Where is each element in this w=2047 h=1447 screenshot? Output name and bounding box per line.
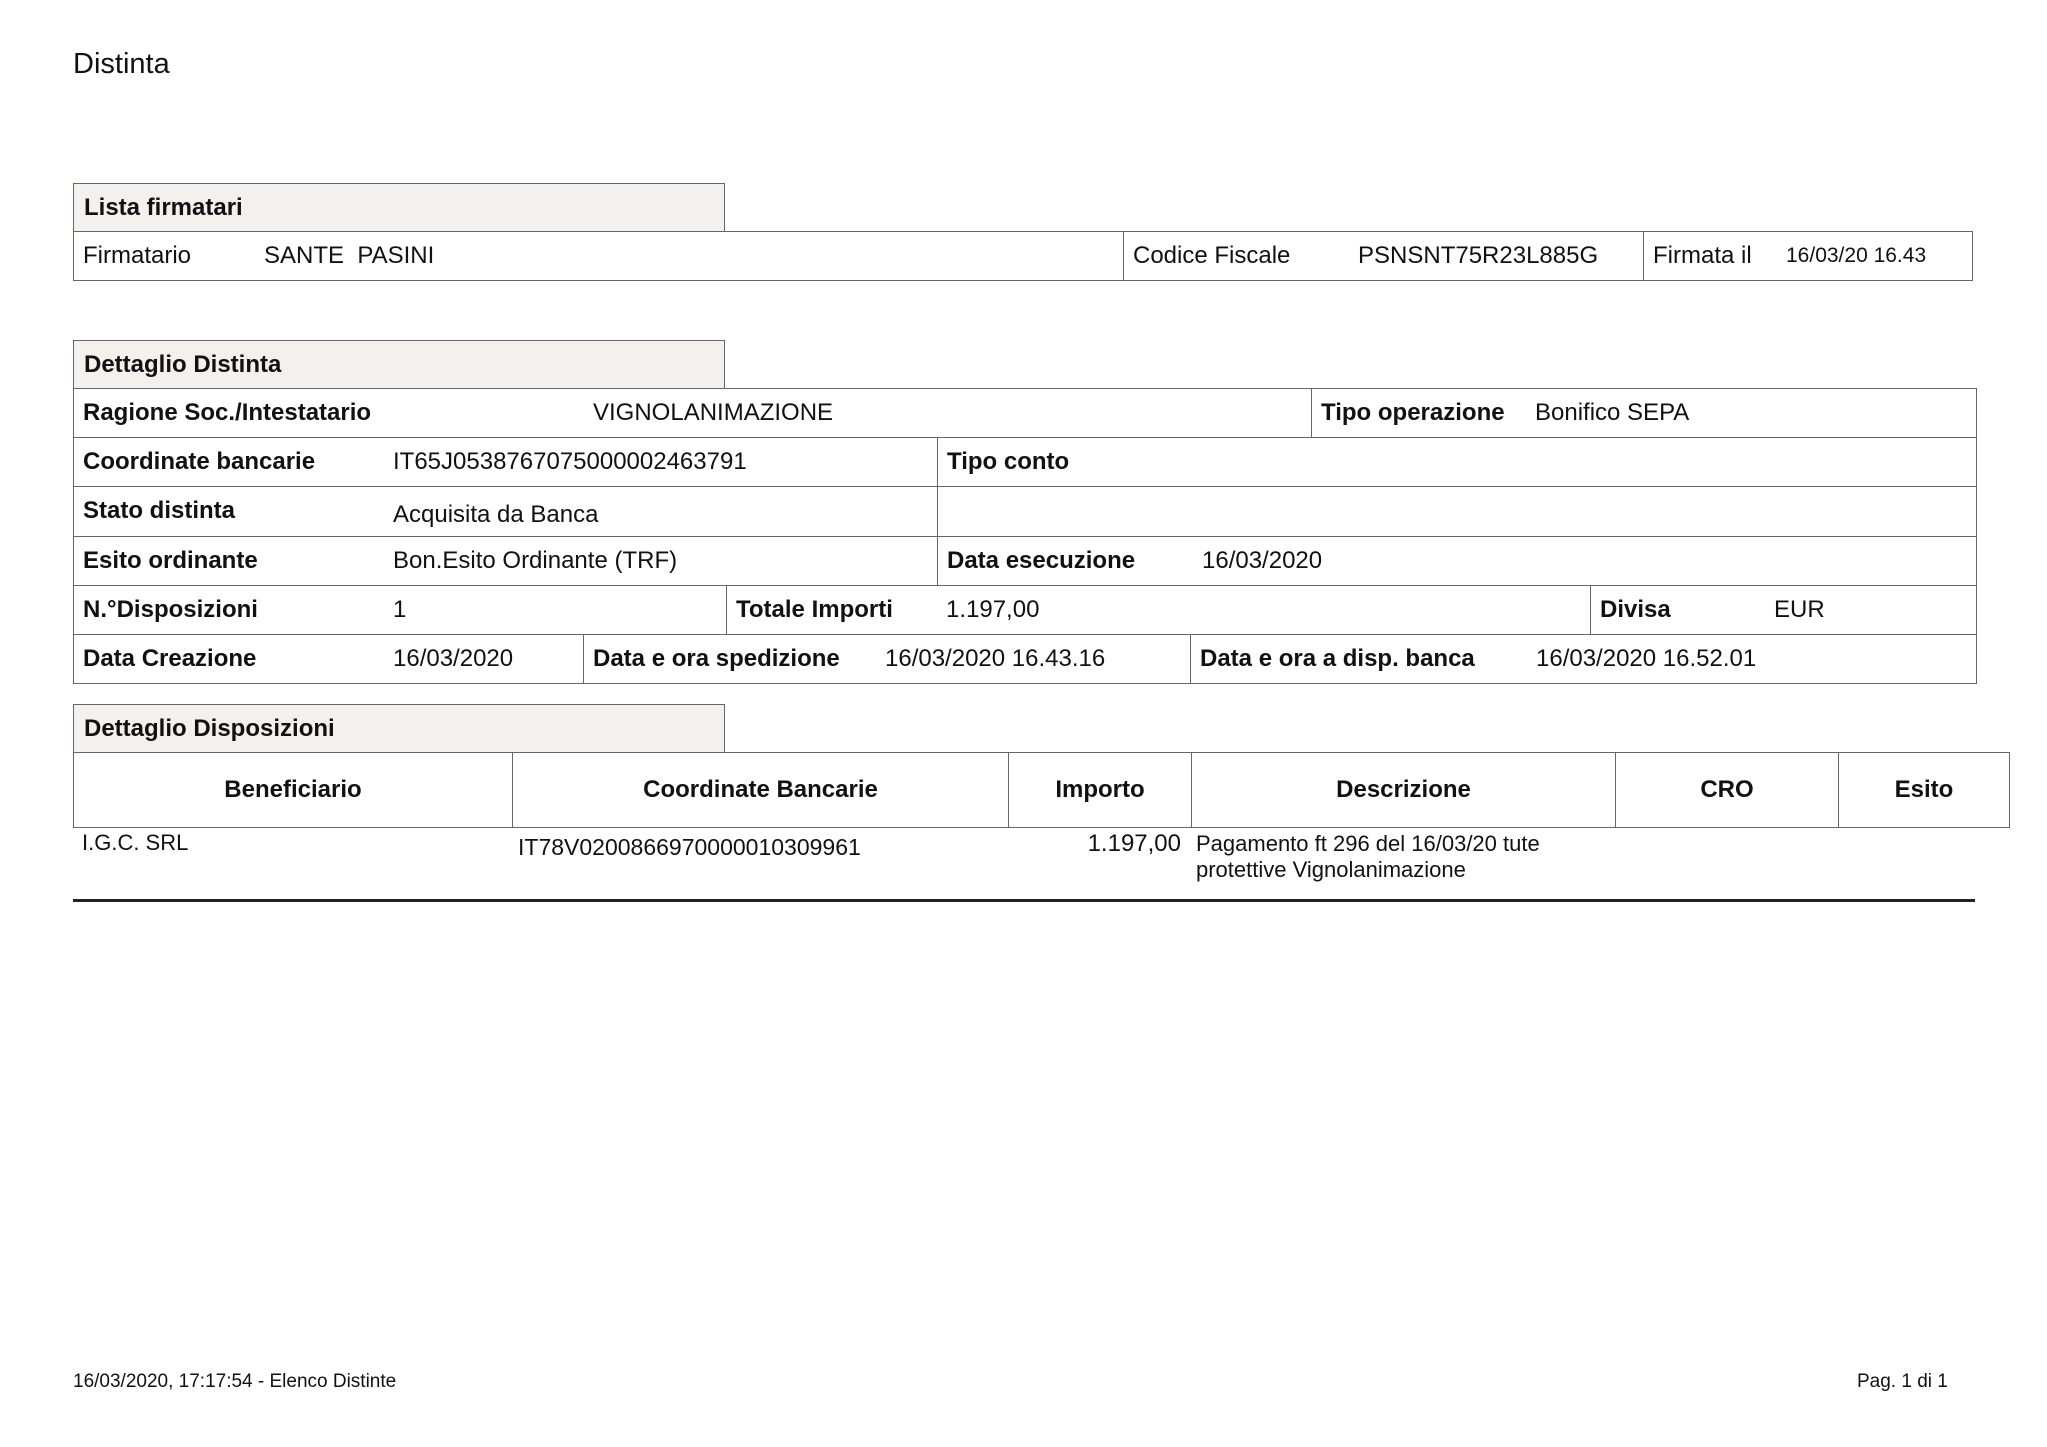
dettaglio-disposizioni-heading: Dettaglio Disposizioni xyxy=(73,704,725,752)
data-creazione-cell xyxy=(74,635,583,683)
tipo-operazione-label: Tipo operazione xyxy=(1321,399,1505,426)
firmatario-cell xyxy=(74,232,1123,280)
esito-row xyxy=(73,536,1977,586)
footer-timestamp: 16/03/2020, 17:17:54 - Elenco Distinte xyxy=(73,1371,397,1392)
data-banca-cell xyxy=(1190,635,1976,683)
row-beneficiario: I.G.C. SRL xyxy=(82,830,189,855)
column-header-cro: CRO xyxy=(1615,753,1838,827)
row-descrizione-line-2: protettive Vignolanimazione xyxy=(1196,857,1466,882)
stato-value: Acquisita da Banca xyxy=(393,501,599,528)
tipo-conto-cell xyxy=(937,438,1976,486)
stato-row xyxy=(73,486,1977,537)
disposizioni-row xyxy=(73,585,1977,635)
coordinate-label: Coordinate bancarie xyxy=(83,448,316,475)
table-bottom-rule xyxy=(73,899,1975,902)
tipo-operazione-value: Bonifico SEPA xyxy=(1535,399,1690,426)
data-esecuzione-cell xyxy=(937,537,1976,585)
row-descrizione-line-1: Pagamento ft 296 del 16/03/20 tute xyxy=(1196,831,1540,856)
firmata-il-label: Firmata il xyxy=(1653,242,1752,269)
stato-cell xyxy=(74,487,937,536)
coordinate-cell xyxy=(74,438,937,486)
firmata-il-value: 16/03/20 16.43 xyxy=(1786,244,1927,267)
column-header-coordinate: Coordinate Bancarie xyxy=(512,753,1008,827)
column-header-importo: Importo xyxy=(1008,753,1191,827)
totale-importi-cell xyxy=(726,586,1590,634)
data-banca-value: 16/03/2020 16.52.01 xyxy=(1536,645,1757,672)
data-spedizione-value: 16/03/2020 16.43.16 xyxy=(885,645,1106,672)
page-title: Distinta xyxy=(73,48,170,80)
data-spedizione-cell xyxy=(583,635,1190,683)
n-disposizioni-value: 1 xyxy=(393,596,407,623)
data-esecuzione-value: 16/03/2020 xyxy=(1202,547,1323,574)
stato-empty-cell xyxy=(937,487,1976,536)
ragione-row xyxy=(73,388,1977,438)
codice-fiscale-cell xyxy=(1123,232,1643,280)
ragione-cell xyxy=(74,389,1311,437)
ragione-value: VIGNOLANIMAZIONE xyxy=(593,399,834,426)
footer-page-number: Pag. 1 di 1 xyxy=(1857,1371,1948,1392)
data-spedizione-label: Data e ora spedizione xyxy=(593,645,840,672)
data-creazione-label: Data Creazione xyxy=(83,645,257,672)
firmata-il-cell xyxy=(1643,232,1972,280)
n-disposizioni-label: N.°Disposizioni xyxy=(83,596,258,623)
divisa-cell xyxy=(1590,586,1976,634)
column-header-esito: Esito xyxy=(1838,753,2009,827)
data-creazione-value: 16/03/2020 xyxy=(393,645,514,672)
stato-label: Stato distinta xyxy=(83,497,236,524)
column-header-beneficiario: Beneficiario xyxy=(224,776,362,803)
esito-label: Esito ordinante xyxy=(83,547,258,574)
esito-cell xyxy=(74,537,937,585)
coordinate-value: IT65J0538767075000002463791 xyxy=(393,448,747,475)
date-row xyxy=(73,634,1977,684)
firmatario-value: SANTE PASINI xyxy=(264,242,435,269)
esito-value: Bon.Esito Ordinante (TRF) xyxy=(393,547,678,574)
codice-fiscale-label: Codice Fiscale xyxy=(1133,242,1291,269)
divisa-value: EUR xyxy=(1774,596,1825,623)
totale-importi-label: Totale Importi xyxy=(736,596,893,623)
row-importo: 1.197,00 xyxy=(1087,830,1181,857)
row-coordinate: IT78V0200866970000010309961 xyxy=(518,834,861,860)
disposizioni-table-header xyxy=(73,752,2010,828)
data-banca-label: Data e ora a disp. banca xyxy=(1200,645,1475,672)
totale-importi-value: 1.197,00 xyxy=(946,596,1040,623)
data-esecuzione-label: Data esecuzione xyxy=(947,547,1136,574)
lista-firmatari-heading: Lista firmatari xyxy=(73,183,725,231)
column-header-descrizione: Descrizione xyxy=(1191,753,1615,827)
ragione-label: Ragione Soc./Intestatario xyxy=(83,399,372,426)
tipo-conto-label: Tipo conto xyxy=(947,448,1070,475)
firmatario-row xyxy=(73,231,1973,281)
firmatario-label: Firmatario xyxy=(83,242,192,269)
dettaglio-distinta-heading: Dettaglio Distinta xyxy=(73,340,725,388)
codice-fiscale-value: PSNSNT75R23L885G xyxy=(1358,242,1599,269)
tipo-operazione-cell xyxy=(1311,389,1976,437)
n-disposizioni-cell xyxy=(74,586,726,634)
coordinate-row xyxy=(73,437,1977,487)
divisa-label: Divisa xyxy=(1600,596,1671,623)
